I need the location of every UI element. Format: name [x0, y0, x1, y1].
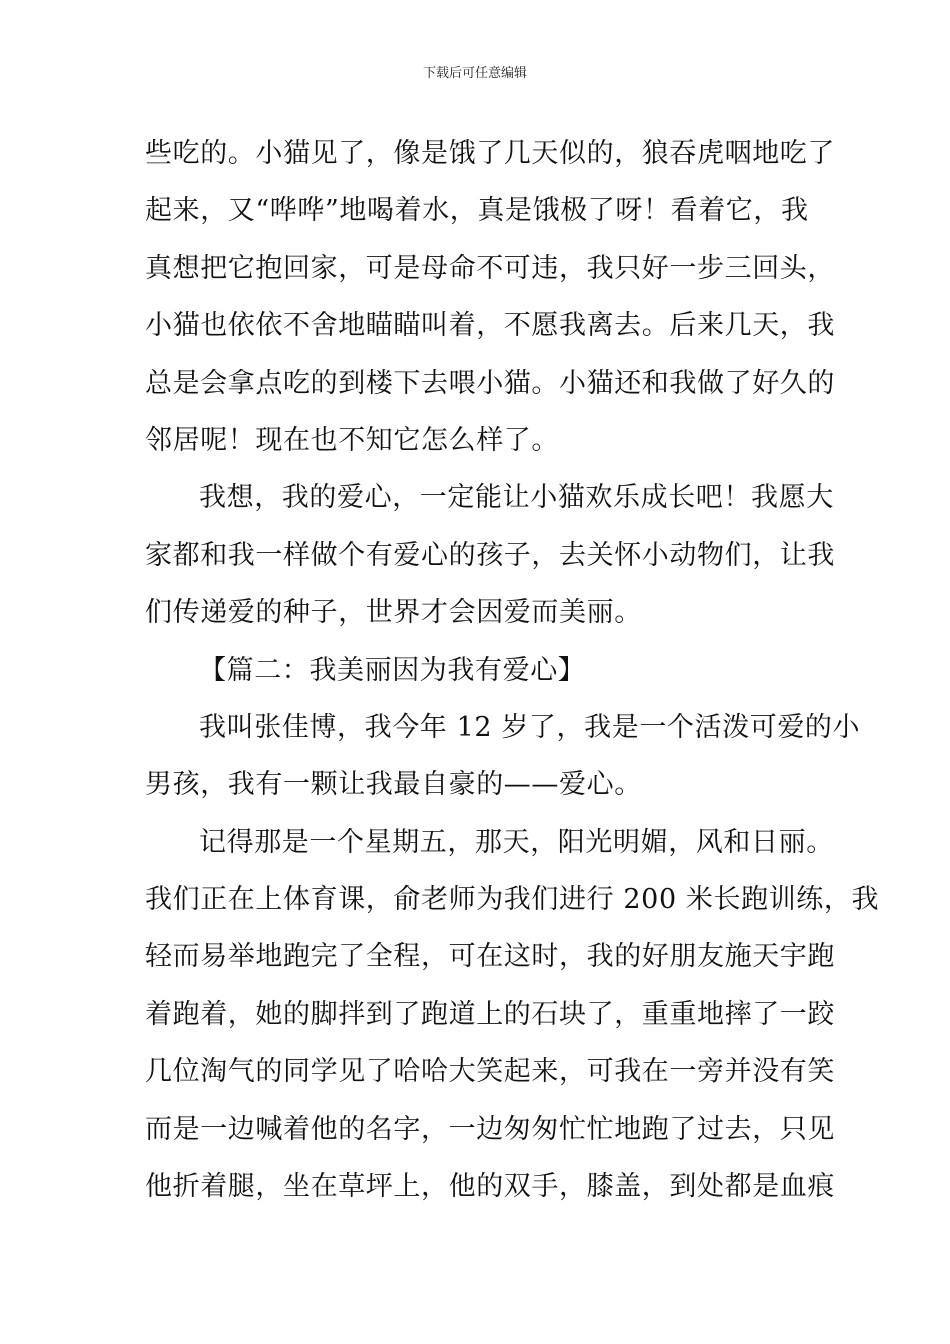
text-line: 而是一边喊着他的名字，一边匆匆忙忙地跑了过去，只见	[145, 1113, 835, 1145]
text-line: 他折着腿，坐在草坪上，他的双手，膝盖，到处都是血痕	[145, 1171, 835, 1203]
text-line: 小猫也依依不舍地瞄瞄叫着，不愿我离去。后来几天，我	[145, 310, 835, 342]
paragraph-start-line: 记得那是一个星期五，那天，阳光明媚，风和日丽。	[199, 826, 834, 858]
text-line: 邻居呢！现在也不知它怎么样了。	[145, 424, 559, 456]
text-line: 总是会拿点吃的到楼下去喂小猫。小猫还和我做了好久的	[145, 367, 835, 399]
paragraph-start-line: 我叫张佳博，我今年 12 岁了，我是一个活泼可爱的小	[199, 711, 861, 743]
text-line: 着跑着，她的脚拌到了跑道上的石块了，重重地摔了一跤	[145, 998, 835, 1030]
document-body	[145, 125, 880, 1215]
section-heading: 【篇二：我美丽因为我有爱心】	[199, 654, 586, 686]
text-line: 男孩，我有一颗让我最自豪的——爱心。	[145, 769, 642, 801]
text-line: 轻而易举地跑完了全程，可在这时，我的好朋友施天宇跑	[145, 941, 835, 973]
text-line: 起来，又“哗哗”地喝着水，真是饿极了呀！看着它，我	[145, 195, 809, 227]
text-line: 家都和我一样做个有爱心的孩子，去关怀小动物们，让我	[145, 539, 835, 571]
text-line: 几位淘气的同学见了哈哈大笑起来，可我在一旁并没有笑	[145, 1056, 835, 1088]
text-line: 们传递爱的种子，世界才会因爱而美丽。	[145, 597, 642, 629]
text-line: 我们正在上体育课，俞老师为我们进行 200 米长跑训练，我	[145, 884, 880, 916]
page-header: 下载后可任意编辑	[422, 66, 527, 81]
text-line: 些吃的。小猫见了，像是饿了几天似的，狼吞虎咽地吃了	[145, 138, 835, 169]
paragraph-start-line: 我想，我的爱心，一定能让小猫欢乐成长吧！我愿大	[199, 482, 834, 514]
text-line: 真想把它抱回家，可是母命不可违，我只好一步三回头，	[145, 252, 835, 284]
